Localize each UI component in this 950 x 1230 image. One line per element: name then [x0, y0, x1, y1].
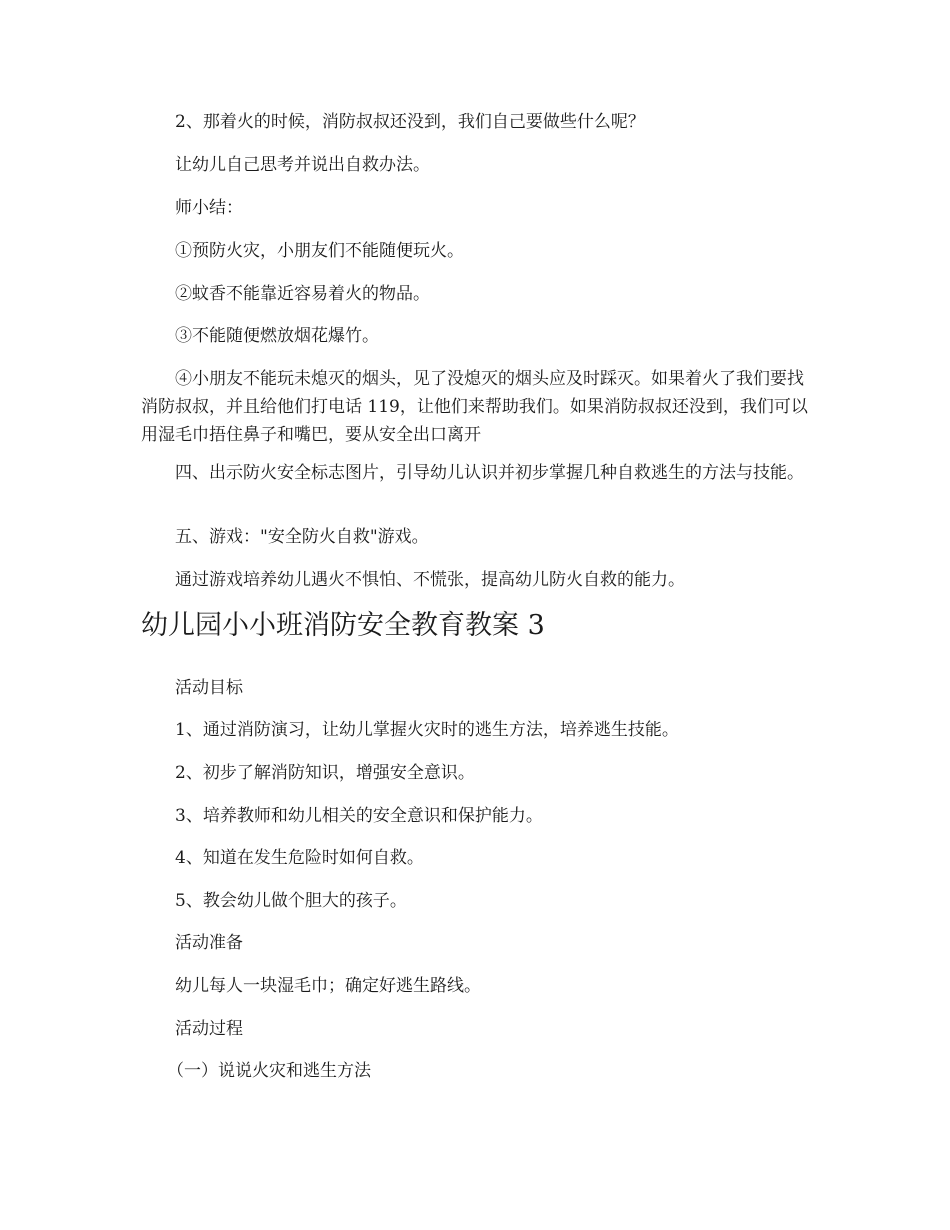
paragraph-goal-4: 4、知道在发生危险时如何自救。 — [175, 848, 424, 868]
paragraph-goal-5: 5、教会幼儿做个胆大的孩子。 — [175, 891, 407, 911]
paragraph-goal-2: 2、初步了解消防知识，增强安全意识。 — [175, 763, 475, 783]
paragraph-point-2: ②蚊香不能靠近容易着火的物品。 — [175, 284, 430, 304]
paragraph-game-purpose: 通过游戏培养幼儿遇火不惧怕、不慌张，提高幼儿防火自救的能力。 — [175, 570, 685, 590]
paragraph-self-rescue-prompt: 让幼儿自己思考并说出自救办法。 — [175, 155, 430, 175]
paragraph-goal-1: 1、通过消防演习，让幼儿掌握火灾时的逃生方法，培养逃生技能。 — [175, 720, 679, 740]
paragraph-step-one: （一）说说火灾和逃生方法 — [167, 1061, 371, 1081]
paragraph-activity-goals: 活动目标 — [175, 678, 243, 698]
paragraph-point-3: ③不能随便燃放烟花爆竹。 — [175, 326, 379, 346]
paragraph-section-five: 五、游戏："安全防火自救"游戏。 — [175, 527, 429, 547]
section-heading: 幼儿园小小班消防安全教育教案 3 — [141, 610, 545, 641]
paragraph-activity-prep: 活动准备 — [175, 933, 243, 953]
paragraph-teacher-summary: 师小结： — [175, 198, 243, 218]
paragraph-activity-process: 活动过程 — [175, 1019, 243, 1039]
paragraph-prep-detail: 幼儿每人一块湿毛巾；确定好逃生路线。 — [175, 976, 481, 996]
paragraph-question-2: 2、那着火的时候，消防叔叔还没到，我们自己要做些什么呢？ — [175, 112, 645, 132]
paragraph-point-4: ④小朋友不能玩未熄灭的烟头，见了没熄灭的烟头应及时踩灭。如果着火了我们要找消防叔叔，并且给他们打电话 119，让他们来帮助我们。如果消防叔叔还没到，我们可以用湿毛巾捂住鼻子和嘴巴，要从安全出口离开 — [141, 369, 808, 445]
paragraph-section-four: 四、出示防火安全标志图片，引导幼儿认识并初步掌握几种自救逃生的方法与技能。 — [175, 463, 804, 483]
paragraph-point-1: ①预防火灾，小朋友们不能随便玩火。 — [175, 241, 464, 261]
paragraph-goal-3: 3、培养教师和幼儿相关的安全意识和保护能力。 — [175, 806, 543, 826]
